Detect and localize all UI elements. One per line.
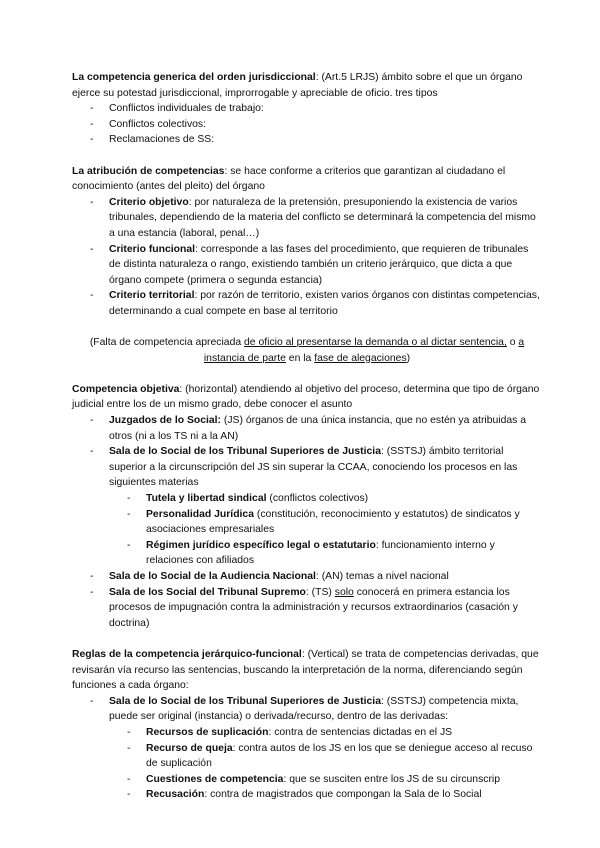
section-heading: Reglas de la competencia jerárquico-funcional [72, 648, 302, 660]
item-text: conocerá en primera estancia los procesos de impugnación contra la administración y recursos extraordinarios (casación y doctrina) [109, 586, 518, 629]
list-item [72, 694, 542, 803]
item-label: Juzgados de lo Social: [109, 415, 222, 427]
section-heading: Competencia objetiva [72, 383, 180, 395]
section-competencia-generica [72, 70, 542, 148]
item-label: Sala de lo Social de los Tribunal Superiores de Justicia [109, 695, 381, 707]
section-atribucion-competencias [72, 164, 542, 320]
section-heading: La competencia generica del orden jurisdiccional [72, 72, 316, 83]
item-text: : por razón de territorio, existen varios órganos con distintas competencias, determinando a cual compete en base al territorio [109, 290, 540, 317]
sub-list-item [109, 538, 542, 569]
sub-list-item [109, 741, 542, 772]
item-label: Tutela y libertad sindical [146, 493, 267, 505]
document-page [72, 70, 542, 803]
item-text: : que se susciten entre los JS de su circunscrip [283, 773, 501, 785]
bullet-list [72, 413, 542, 631]
item-label: Criterio funcional [109, 243, 196, 255]
note-underlined: fase de alegaciones [314, 352, 407, 364]
note-paragraph [72, 335, 542, 366]
bullet-list [72, 101, 542, 148]
bullet-list [72, 195, 542, 320]
sub-list-item [109, 725, 542, 741]
paragraph [72, 647, 542, 694]
note-underlined: a instancia de parte [203, 337, 525, 364]
paragraph-text: : se hace conforme a criterios que garantizan al ciudadano el conocimiento (antes del pleito) del órgano [72, 165, 506, 193]
section-competencia-jerarquico-funcional [72, 647, 542, 803]
item-text: : funcionamiento interno y relaciones con afiliados [146, 539, 495, 567]
item-label: Sala de los Social del Tribunal Supremo [109, 586, 306, 598]
item-text: : (SSTSJ) competencia mixta, puede ser original (instancia) o derivada/recurso, dentro de las derivadas: [109, 695, 519, 723]
paragraph-text: : (horizontal) atendiendo al objetivo del proceso, determina que tipo de órgano judicial entre los de un mismo grado, debe conocer el asunto [72, 383, 540, 411]
item-text: : contra de sentencias dictadas en el JS [268, 726, 453, 738]
item-underlined: solo [334, 586, 354, 598]
list-item: - Conflictos colectivos: [72, 117, 542, 133]
note-text: o [506, 337, 519, 349]
item-text: : (TS) [305, 586, 335, 598]
list-item [72, 569, 542, 585]
bullet-list [72, 694, 542, 803]
list-item [72, 585, 542, 632]
sub-list [109, 725, 542, 803]
section-competencia-objetiva [72, 382, 542, 632]
item-label: Criterio territorial [109, 290, 195, 302]
list-item: - Conflictos individuales de trabajo: [72, 101, 542, 117]
list-item: - Reclamaciones de SS: [72, 132, 542, 148]
item-label: Sala de lo Social de los Tribunal Superiores de Justicia [109, 446, 381, 458]
item-text: : (SSTSJ) ámbito territorial superior a la circunscripción del JS sin superar la CCAA, conociendo los procesos en las siguientes materias [109, 446, 518, 489]
sub-list-item [109, 491, 542, 507]
list-item [72, 195, 542, 242]
note-text: en la [285, 352, 315, 364]
item-text: (JS) órganos de una única instancia, que no estén ya atribuidas a otros (ni a los TS ni a la AN) [109, 415, 527, 442]
item-text: : por naturaleza de la pretensión, presuponiendo la existencia de varios tribunales, dependiendo de la materia del conflicto se determinará la competencia del mismo a una estancia (laboral, penal…) [109, 196, 536, 239]
paragraph [72, 70, 542, 101]
item-text: : (AN) temas a nivel nacional [315, 571, 449, 582]
item-text: : contra autos de los JS en los que se deniegue acceso al recuso de suplicación [146, 742, 533, 770]
paragraph [72, 382, 542, 413]
list-item [72, 242, 542, 289]
item-text: : corresponde a las fases del procedimiento, que requieren de tribunales de distinta naturaleza o rango, existiendo también un criterio jerárquico, que dicta a que órgano compete (primera o segunda estancia) [109, 243, 529, 286]
sub-list [109, 491, 542, 569]
paragraph-text: : (Vertical) se trata de competencias derivadas, que revisarán vía recurso las sentencias, buscando la interpretación de la norma, diferenciando según funciones a cada órgano: [72, 648, 539, 692]
item-label: Recursos de suplicación [146, 726, 269, 738]
item-label: Régimen jurídico específico legal o estatutario [146, 539, 376, 551]
item-label: Recurso de queja [146, 742, 233, 754]
item-label: Sala de lo Social de la Audiencia Nacional [109, 571, 316, 582]
note-text: ) [406, 352, 411, 364]
item-label: Criterio objetivo [109, 196, 189, 208]
sub-list-item [109, 507, 542, 538]
item-label: Cuestiones de competencia [146, 773, 284, 785]
list-item [72, 444, 542, 569]
list-item [72, 413, 542, 444]
item-label: Personalidad Jurídica [146, 508, 254, 520]
item-text: (constitución, reconocimiento y estatutos) de sindicatos y asociaciones empresariales [146, 508, 520, 536]
sub-list-item [109, 787, 542, 803]
sub-list-item [109, 772, 542, 788]
note-underlined: de oficio al presentarse la demanda o al dictar sentencia, [244, 337, 507, 349]
paragraph [72, 164, 542, 195]
note-text: (Falta de competencia apreciada [89, 337, 245, 349]
paragraph-text: : (Art.5 LRJS) ámbito sobre el que un órgano ejerce su potestad jurisdiccional, improrrogable y apreciable de oficio. tres tipos [72, 72, 523, 99]
list-item [72, 288, 542, 319]
item-text: : contra de magistrados que compongan la Sala de lo Social [204, 789, 482, 801]
item-text: (conflictos colectivos) [266, 493, 369, 505]
section-heading: La atribución de competencias [72, 165, 225, 177]
item-label: Recusación [146, 789, 205, 801]
